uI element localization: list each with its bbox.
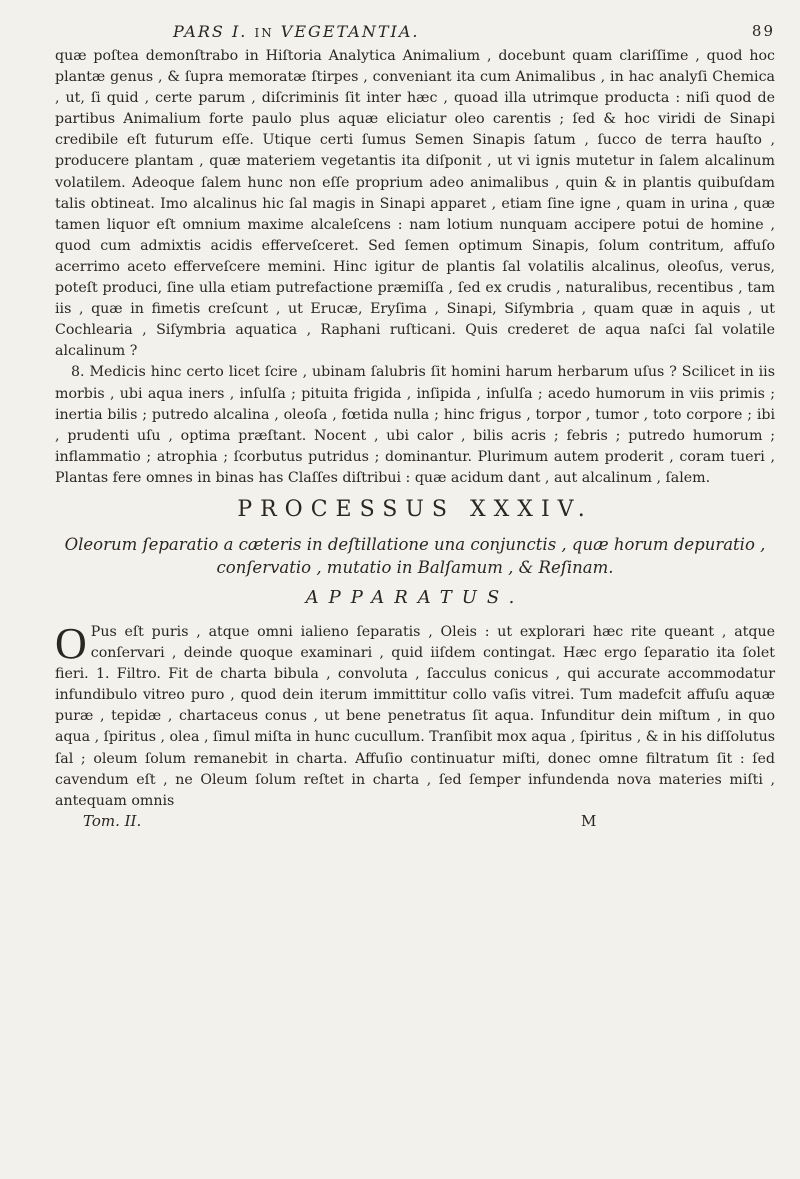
page-number: 89 — [751, 22, 775, 40]
paragraph-apparatus-text: Pus eſt puris , atque omni ialieno ſeparatis , Oleis : ut explorari hæc rite queant , atque conſervari , deinde quoque examinari , quid iiſdem contingat. Hæc ergo ſeparatio ita ſolet fieri. 1. Filtro. Fit de charta bibula , convoluta , ſacculus conicus , qui accurate accommodatur infundibulo vitreo puro , quod dein iterum immittitur collo vaſis vitrei. Tum madefcit affuſu aquæ puræ , tepidæ , chartaceus conus , ut bene penetratus ſit aqua. Infunditur dein miſtum , in quo aqua , ſpiritus , olea , ſimul miſta in hunc cucullum. Tranſibit mox aqua , ſpiritus , & in his diſſolutus ſal ; oleum ſolum remanebit in charta. Affuſio continuatur miſti, donec omne filtratum ſit : ſed cavendum eſt , ne Oleum ſolum reſtet in charta , ſed ſemper infundenda nova materies miſti , antequam omnis — [55, 623, 775, 809]
running-head-in: IN — [254, 26, 274, 40]
signature-mark: M — [581, 811, 597, 830]
running-header — [55, 18, 775, 46]
paragraph-continuation: quæ poſtea demonſtrabo in Hiſtoria Analytica Animalium , docebunt quam clariſſime , quod hoc plantæ genus , & ſupra memoratæ ſtirpes , conveniant ita cum Animalibus , in hac analyſi Chemica , ut, ſi quid , certe parum , diſcriminis ſit inter hæc , quoad illa utrimque producta : niſi quod de partibus Animalium forte paulo plus aquæ eliciatur oleo carentis ; ſed & hoc viridi de Sinapi credibile eſt futurum eſſe. Utique certi ſumus Semen Sinapis ſatum , ſucco de terra hauſto , producere plantam , quæ materiem vegetantis ita diſponit , ut vi ignis mutetur in ſalem alcalinum volatilem. Adeoque ſalem hunc non eſſe proprium adeo animalibus , quin & in plantis quibuſdam talis obtineat. Imo alcalinus hic ſal magis in Sinapi apparet , etiam ſine igne , quam in urina , quæ tamen liquor eſt omnium maxime alcaleſcens : nam lotium nunquam accipere potui de homine , quod cum admixtis acidis efferveſceret. Sed ſemen optimum Sinapis, ſolum contritum, affuſo acerrimo aceto efferveſcere memini. Hinc igitur de plantis ſal volatilis alcalinus, oleoſus, verus, poteſt produci, ſine ulla etiam putrefactione præmiſſa , ſed ex crudis , naturalibus, recentibus , tam iis , quæ in fimetis creſcunt , ut Erucæ, Eryſima , Sinapi, Siſymbria , quam quæ in aquis , ut Cochlearia , Siſymbria aquatica , Raphani ruſticani. Quis crederet de aqua naſci ſal volatile alcalinum ? — [55, 48, 775, 360]
paragraph-apparatus — [55, 618, 775, 812]
page-footer — [55, 812, 775, 834]
processus-heading: PROCESSUS XXXIV. — [237, 496, 593, 522]
processus-subtitle: Oleorum ſeparatio a cæteris in deſtillatione una conjunctis , quæ horum depuratio , conſervatio , mutatio in Balſamum , & Reſinam. — [64, 534, 766, 577]
running-head-part: PARS I. — [173, 22, 248, 41]
volume-mark: Tom. II. — [83, 811, 142, 830]
running-head — [173, 22, 419, 41]
running-head-title: VEGETANTIA. — [280, 22, 420, 41]
drop-cap: O — [55, 618, 87, 668]
book-page — [55, 18, 775, 834]
paragraph-section-8: 8. Medicis hinc certo licet ſcire , ubinam ſalubris ſit homini harum herbarum uſus ? Scilicet in iis morbis , ubi aqua iners , inſulſa ; pituita frigida , inſipida , inſulſa ; acedo humorum in viis primis ; inertia bilis ; putredo alcalina , oleoſa , fœtida nulla ; hinc frigus , torpor , tumor , toto corpore ; ibi , prudenti uſu , optima præſtant. Nocent , ubi calor , bilis acris ; febris ; putredo humorum ; inflammatio ; atrophia ; ſcorbutus putridus ; dominantur. Plurimum autem proderit , coram tueri , Plantas fere omnes in binas has Claſſes diſtribui : quæ acidum dant , aut alcalinum , ſalem. — [55, 364, 775, 486]
apparatus-heading: APPARATUS. — [305, 586, 525, 608]
